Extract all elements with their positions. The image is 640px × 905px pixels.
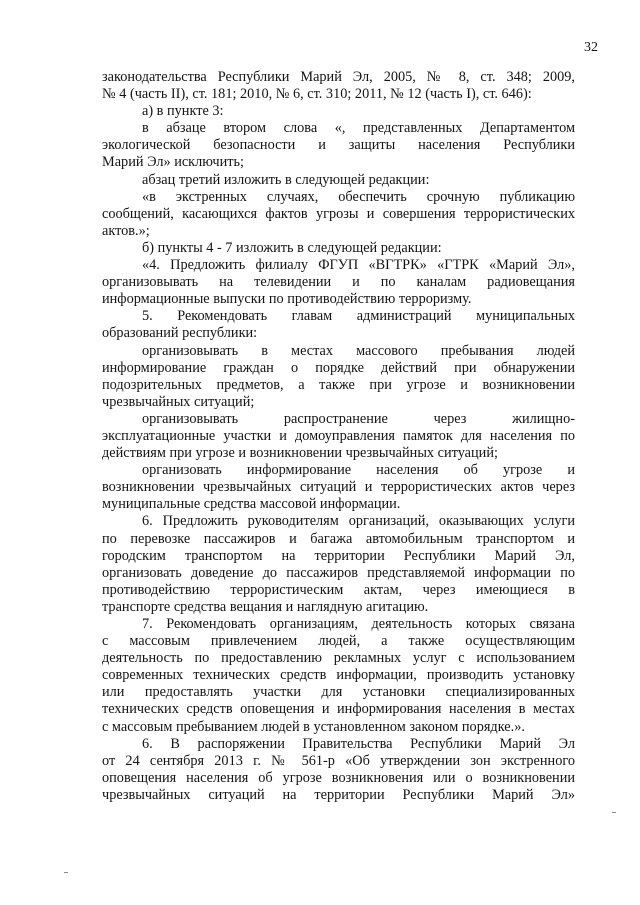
text-line: организовать доведение до пассажиров представляемой информации по — [102, 564, 575, 581]
text-line: экологической безопасности и защиты населения Республики — [102, 137, 575, 154]
text-line: информирование граждан о порядке действий при обнаружении — [102, 359, 575, 376]
text-line: технических средств оповещения и информирования населения в местах — [102, 701, 575, 718]
text-line: чрезвычайных ситуаций на территории Республики Марий Эл» — [102, 786, 575, 803]
text-line: чрезвычайных ситуаций; — [102, 393, 255, 410]
text-line: возникновении чрезвычайных ситуаций и террористических актов через — [102, 479, 575, 496]
text-line: современных технических средств информации, производить установку — [102, 667, 575, 684]
text-line: в абзаце втором слова «, представленных Департаментом — [142, 120, 575, 137]
document-body — [102, 69, 575, 804]
text-line: действиям при угрозе и возникновении чрезвычайных ситуаций; — [102, 445, 498, 462]
text-line: от 24 сентября 2013 г. № 561-р «Об утверждении зон экстренного — [102, 752, 575, 769]
text-line: абзац третий изложить в следующей редакции: — [142, 171, 430, 188]
text-line: а) в пункте 3: — [142, 103, 224, 120]
text-line: деятельность по предоставлению рекламных услуг с использованием — [102, 650, 575, 667]
text-line: оповещения населения об угрозе возникновения или о возникновении — [102, 769, 575, 786]
text-line: организовывать на телевидении и по каналам радиовещания — [102, 274, 575, 291]
text-line: организовать информирование населения об угрозе и — [142, 462, 575, 479]
text-line: «в экстренных случаях, обеспечить срочную публикацию — [142, 188, 575, 205]
text-line: подозрительных предметов, а также при угрозе и возникновении — [102, 376, 575, 393]
text-line: городским транспортом на территории Республики Марий Эл, — [102, 547, 575, 564]
text-line: организовывать распространение через жилищно- — [142, 410, 575, 427]
text-line: муниципальные средства массовой информации. — [102, 496, 401, 513]
text-line: б) пункты 4 - 7 изложить в следующей редакции: — [142, 239, 442, 256]
text-line: законодательства Республики Марий Эл, 2005, № 8, ст. 348; 2009, — [102, 69, 575, 85]
text-line: актов.»; — [102, 222, 150, 239]
text-line: Марий Эл» исключить; — [102, 154, 244, 171]
text-line: 5. Рекомендовать главам администраций муниципальных — [142, 308, 575, 325]
text-line: по перевозке пассажиров и багажа автомобильным транспортом и — [102, 530, 575, 547]
text-line: 7. Рекомендовать организациям, деятельность которых связана — [142, 616, 575, 632]
text-line: № 4 (часть II), ст. 181; 2010, № 6, ст. 310; 2011, № 12 (часть I), ст. 646): — [102, 86, 532, 103]
text-line: сообщений, касающихся фактов угрозы и совершения террористических — [102, 205, 575, 222]
text-line: 6. Предложить руководителям организаций, оказывающих услуги — [142, 513, 575, 530]
text-line: с массовым привлечением людей, а также осуществляющим — [102, 633, 575, 650]
text-line: транспорте средства вещания и наглядную агитацию. — [102, 598, 429, 615]
text-line: противодействию террористическим актам, через имеющиеся в — [102, 581, 575, 598]
text-line: организовывать в местах массового пребывания людей — [142, 342, 575, 359]
scan-artifact — [64, 872, 68, 873]
text-line: с массовым пребыванием людей в установленном законом порядке.». — [102, 718, 525, 735]
text-line: информационные выпуски по противодействию терроризму. — [102, 291, 472, 308]
page-number: 32 — [584, 40, 598, 55]
text-line: 6. В распоряжении Правительства Республики Марий Эл — [142, 735, 575, 752]
text-line: образований республики: — [102, 325, 258, 342]
text-line: или предоставлять участки для установки специализированных — [102, 684, 575, 701]
text-line: эксплуатационные участки и домоуправления памяток для населения по — [102, 427, 575, 444]
scan-artifact — [612, 812, 616, 813]
text-line: «4. Предложить филиалу ФГУП «ВГТРК» «ГТРК «Марий Эл», — [142, 257, 575, 274]
